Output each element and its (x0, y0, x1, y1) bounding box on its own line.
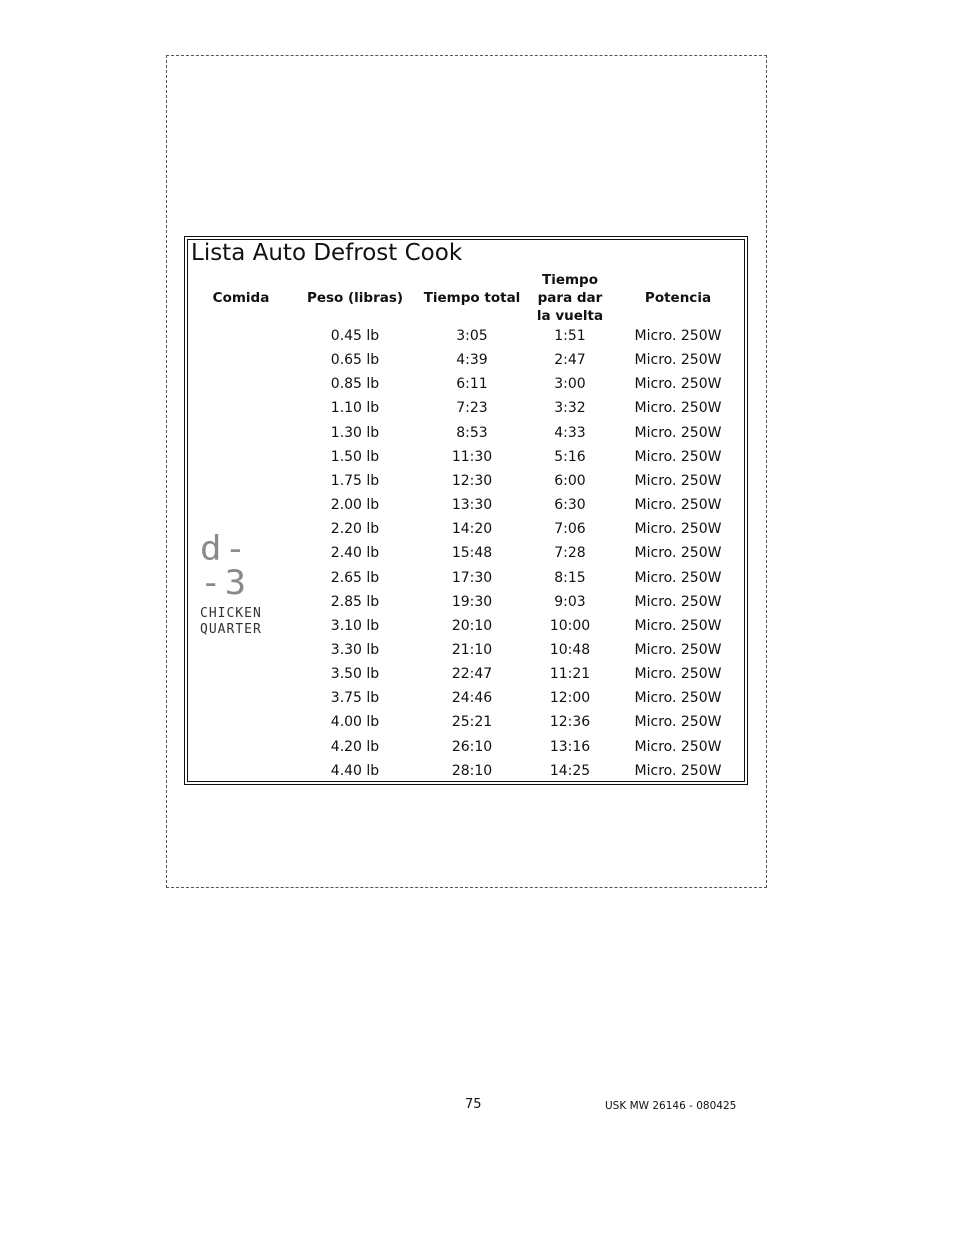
bottom-rule-weight (296, 781, 414, 782)
display-label-line-1: CHICKEN (200, 606, 262, 621)
cell-weight: 3.50 lb (330, 666, 380, 683)
cell-power: Micro. 250W (634, 400, 722, 417)
cell-turn-time: 7:28 (554, 545, 586, 562)
cell-weight: 1.50 lb (330, 448, 380, 465)
cell-power: Micro. 250W (634, 641, 722, 658)
cell-weight: 0.85 lb (330, 376, 380, 393)
cell-turn-time: 7:06 (554, 521, 586, 538)
cell-total-time: 8:53 (456, 424, 488, 441)
header-power: Potencia (644, 290, 712, 306)
cell-turn-time: 6:00 (554, 472, 586, 489)
cell-turn-time: 1:51 (554, 328, 586, 344)
cell-power: Micro. 250W (634, 738, 722, 755)
cell-turn-time: 8:15 (554, 569, 586, 586)
cell-power: Micro. 250W (634, 521, 722, 538)
cell-power: Micro. 250W (634, 424, 722, 441)
header-food: Comida (212, 290, 270, 306)
cell-total-time: 6:11 (456, 376, 488, 393)
defrost-table-inner-border (187, 239, 745, 782)
cell-power: Micro. 250W (634, 352, 722, 369)
cell-power: Micro. 250W (634, 762, 722, 779)
cell-weight: 3.10 lb (330, 617, 380, 634)
cell-turn-time: 11:21 (549, 666, 591, 683)
cell-total-time: 22:47 (451, 666, 493, 683)
cell-turn-time: 10:48 (549, 641, 591, 658)
cell-power: Micro. 250W (634, 472, 722, 489)
document-code: USK MW 26146 - 080425 (605, 1100, 737, 1112)
cell-turn-time: 13:16 (549, 738, 591, 755)
cell-total-time: 21:10 (451, 641, 493, 658)
cell-weight: 4.00 lb (330, 714, 380, 731)
cell-turn-time: 2:47 (554, 352, 586, 369)
cell-total-time: 13:30 (451, 497, 493, 514)
cell-total-time: 19:30 (451, 593, 493, 610)
cell-turn-time: 12:36 (549, 714, 591, 731)
cell-total-time: 17:30 (451, 569, 493, 586)
cell-power: Micro. 250W (634, 690, 722, 707)
cell-weight: 4.40 lb (330, 762, 380, 779)
header-turn-time (530, 270, 610, 326)
cell-power: Micro. 250W (634, 593, 722, 610)
cell-weight: 1.30 lb (330, 424, 380, 441)
cell-total-time: 25:21 (451, 714, 493, 731)
cell-total-time: 7:23 (456, 400, 488, 417)
cell-weight: 1.75 lb (330, 472, 380, 489)
cell-weight: 2.00 lb (330, 497, 380, 514)
bottom-rule-turn (530, 781, 610, 782)
cell-weight: 2.20 lb (330, 521, 380, 538)
cell-weight: 0.45 lb (330, 328, 380, 344)
cell-turn-time: 4:33 (554, 424, 586, 441)
cell-weight: 2.85 lb (330, 593, 380, 610)
cell-power: Micro. 250W (634, 617, 722, 634)
display-label-line-2: QUARTER (200, 622, 262, 637)
header-turn-line-3: la vuelta (536, 308, 604, 324)
cell-weight: 1.10 lb (330, 400, 380, 417)
cell-weight: 2.65 lb (330, 569, 380, 586)
cell-turn-time: 3:00 (554, 376, 586, 393)
cell-weight: 4.20 lb (330, 738, 380, 755)
cell-total-time: 11:30 (451, 448, 493, 465)
cell-power: Micro. 250W (634, 666, 722, 683)
cell-weight: 3.30 lb (330, 641, 380, 658)
cell-total-time: 28:10 (451, 762, 493, 779)
cell-power: Micro. 250W (634, 448, 722, 465)
header-weight: Peso (libras) (306, 290, 404, 306)
cell-total-time: 24:46 (451, 690, 493, 707)
cell-weight: 0.65 lb (330, 352, 380, 369)
header-turn-line-1: Tiempo (541, 272, 598, 288)
cell-weight: 2.40 lb (330, 545, 380, 562)
cell-power: Micro. 250W (634, 497, 722, 514)
cell-total-time: 4:39 (456, 352, 488, 369)
cell-total-time: 26:10 (451, 738, 493, 755)
cell-turn-time: 14:25 (549, 762, 591, 779)
cell-turn-time: 9:03 (554, 593, 586, 610)
cell-turn-time: 5:16 (554, 448, 586, 465)
chicken-quarter-display (200, 529, 284, 638)
cell-power: Micro. 250W (634, 545, 722, 562)
cell-total-time: 12:30 (451, 472, 493, 489)
cell-total-time: 15:48 (451, 545, 493, 562)
cell-power: Micro. 250W (634, 714, 722, 731)
table-title: Lista Auto Defrost Cook (191, 240, 463, 266)
cell-turn-time: 6:30 (554, 497, 586, 514)
page-number: 75 (465, 1097, 482, 1112)
cell-total-time: 3:05 (456, 328, 488, 344)
cell-turn-time: 10:00 (549, 617, 591, 634)
cell-power: Micro. 250W (634, 328, 722, 344)
cell-turn-time: 3:32 (554, 400, 586, 417)
cell-turn-time: 12:00 (549, 690, 591, 707)
cell-weight: 3.75 lb (330, 690, 380, 707)
bottom-rule-power (612, 781, 744, 782)
defrost-table-box (184, 236, 748, 785)
display-code: d--3 (200, 529, 250, 603)
bottom-rule-total (416, 781, 528, 782)
cell-total-time: 20:10 (451, 617, 493, 634)
header-total-time: Tiempo total (423, 290, 521, 306)
cell-total-time: 14:20 (451, 521, 493, 538)
header-turn-line-2: para dar (537, 290, 603, 306)
cell-power: Micro. 250W (634, 376, 722, 393)
cell-power: Micro. 250W (634, 569, 722, 586)
